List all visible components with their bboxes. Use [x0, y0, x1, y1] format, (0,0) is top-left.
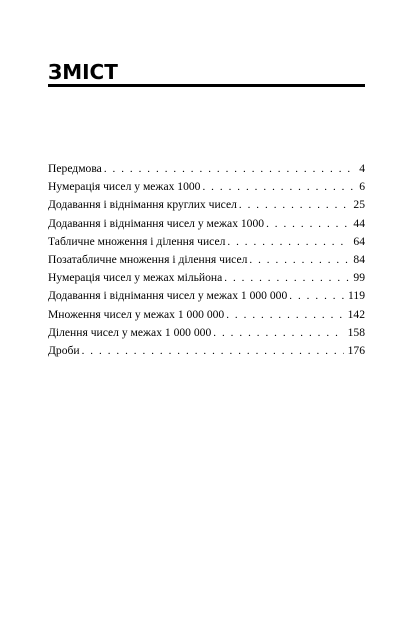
toc-entry-4 — [48, 215, 365, 233]
toc-leader-dots — [227, 233, 349, 251]
toc-entry-8 — [48, 287, 365, 305]
toc-leader-dots — [266, 215, 349, 233]
toc-entry-title: Позатабличне множення і ділення чисел — [48, 252, 248, 266]
toc-entry-page: 142 — [347, 307, 365, 321]
toc-entry-page: 4 — [359, 162, 365, 175]
toc-entry-page: 84 — [353, 252, 365, 266]
toc-entry-title: Дроби — [48, 343, 80, 357]
toc-leader-dots — [289, 287, 344, 305]
toc-entry-page: 64 — [353, 234, 365, 248]
toc-leader-dots — [82, 342, 344, 360]
toc-entry-title: Додавання і віднімання чисел у межах 1 000 000 — [48, 289, 288, 303]
toc-entry-1 — [48, 160, 365, 178]
title-underline — [48, 84, 365, 87]
toc-entry-11 — [48, 342, 365, 360]
toc-entry-2 — [48, 178, 365, 196]
toc-entry-page: 6 — [359, 180, 365, 194]
toc-entry-9 — [48, 306, 365, 324]
toc-leader-dots — [213, 324, 343, 342]
toc-entry-title: Передмова — [48, 162, 102, 175]
page-title: ЗМІСТ — [48, 60, 118, 84]
toc-entry-title: Додавання і віднімання круглих чисел — [48, 198, 237, 212]
toc-entry-page: 99 — [353, 271, 365, 285]
toc-leader-dots — [202, 178, 355, 196]
toc-entry-page: 44 — [353, 216, 365, 230]
toc-entry-title: Ділення чисел у межах 1 000 000 — [48, 325, 212, 339]
toc-leader-dots — [226, 306, 343, 324]
toc-entry-title: Множення чисел у межах 1 000 000 — [48, 307, 225, 321]
toc-entry-10 — [48, 324, 365, 342]
toc-leader-dots — [249, 251, 349, 269]
toc-entry-page: 176 — [347, 343, 365, 357]
toc-entry-page: 119 — [348, 289, 365, 303]
toc-leader-dots — [224, 269, 349, 287]
toc-entry-5 — [48, 233, 365, 251]
toc-entry-7 — [48, 269, 365, 287]
toc-leader-dots — [104, 160, 355, 178]
toc-entry-3 — [48, 196, 365, 214]
table-of-contents — [48, 160, 365, 360]
toc-entry-title: Табличне множення і ділення чисел — [48, 234, 226, 248]
toc-entry-title: Додавання і віднімання чисел у межах 1000 — [48, 216, 265, 230]
toc-entry-6 — [48, 251, 365, 269]
toc-entry-title: Нумерація чисел у межах мільйона — [48, 271, 223, 285]
toc-entry-page: 158 — [347, 325, 365, 339]
toc-entry-page: 25 — [353, 198, 365, 212]
toc-leader-dots — [239, 196, 350, 214]
toc-entry-title: Нумерація чисел у межах 1000 — [48, 180, 201, 194]
